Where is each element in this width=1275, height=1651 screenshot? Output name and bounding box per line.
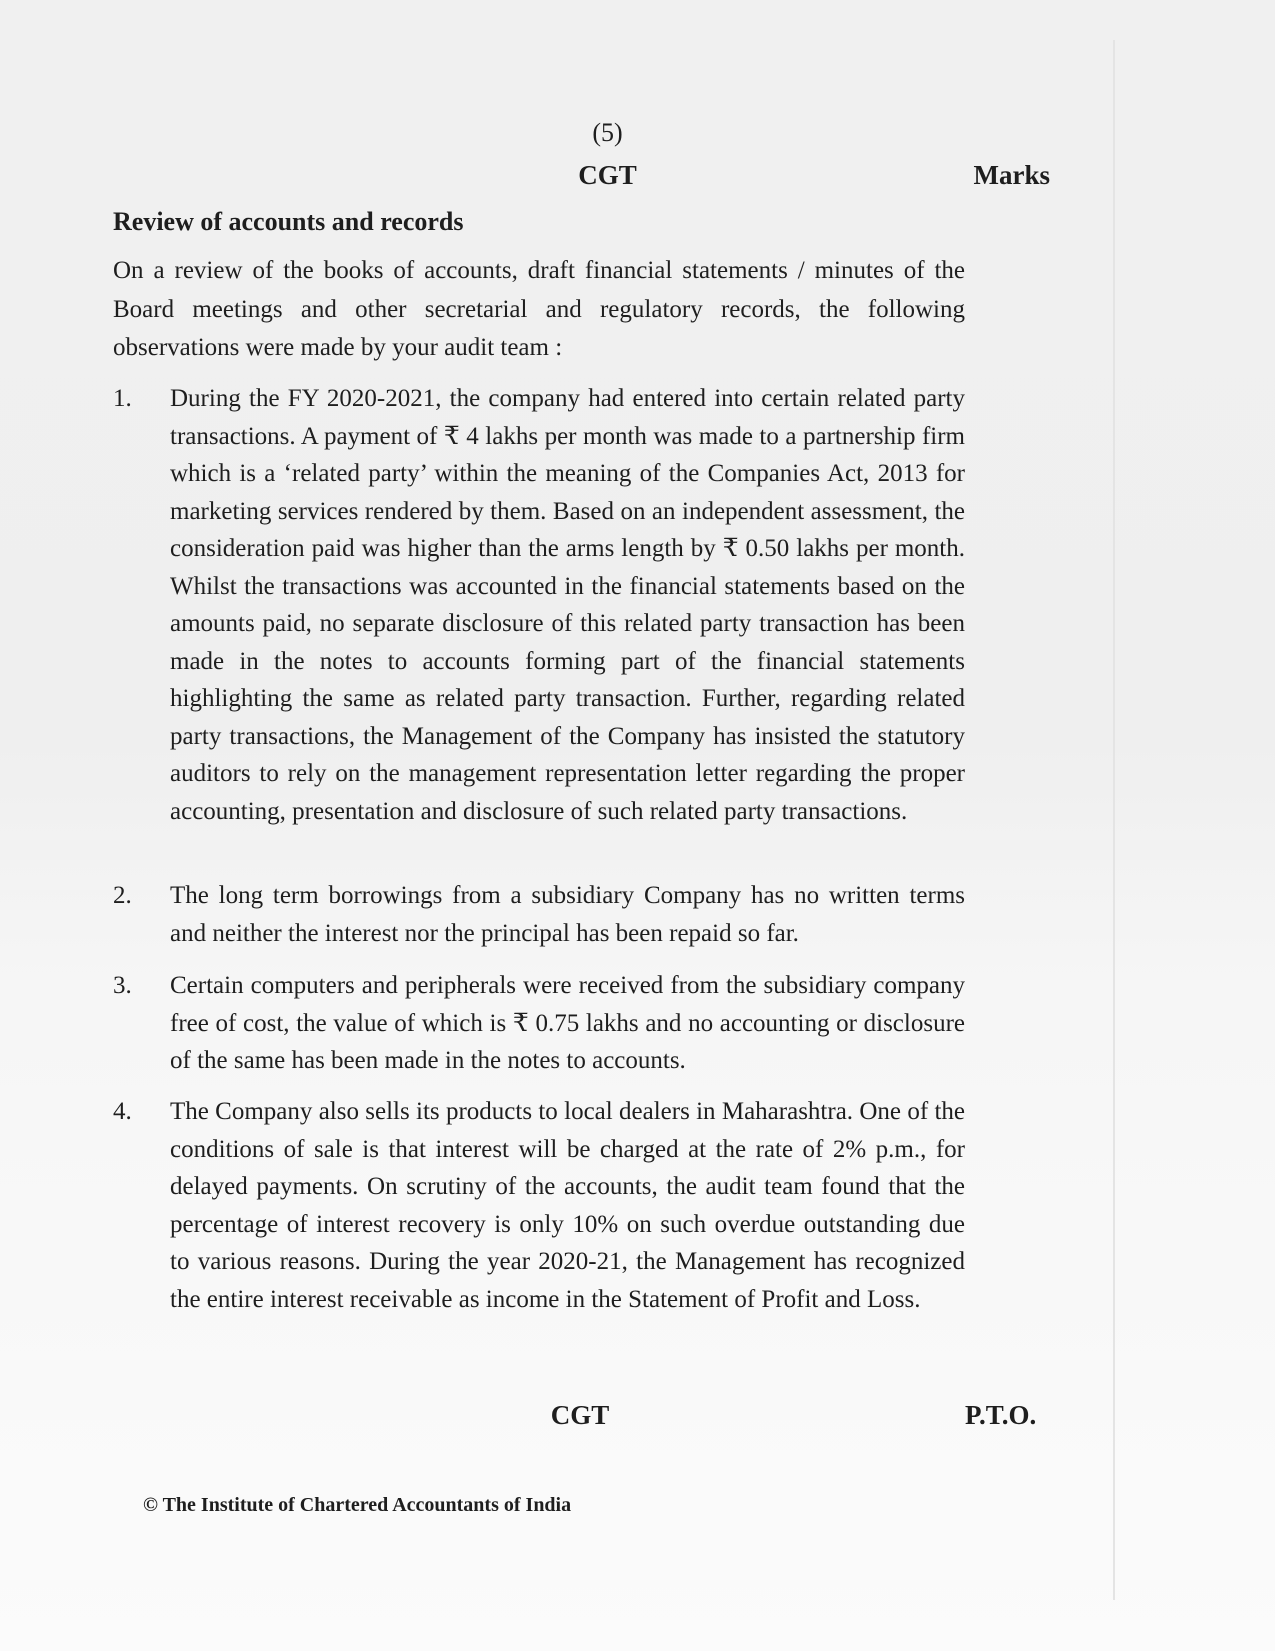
pto-label: P.T.O. bbox=[965, 1400, 1037, 1430]
section-heading: Review of accounts and records bbox=[113, 207, 464, 236]
intro-paragraph: On a review of the books of accounts, draft financial statements / minutes of the Board meetings and other secretarial and regulatory records, the following observations were made by your audit team : bbox=[113, 257, 965, 361]
observation-item-1 bbox=[113, 380, 965, 830]
page-number: (5) bbox=[592, 118, 623, 147]
item-number: 4. bbox=[113, 1098, 132, 1125]
series-code-top: CGT bbox=[578, 160, 637, 190]
item-number: 1. bbox=[113, 385, 132, 412]
scan-edge-line bbox=[1113, 40, 1115, 1600]
item-text: During the FY 2020-2021, the company had entered into certain related party transactions. A payment of ₹ 4 lakhs per month was made to a partnership firm which is a ‘related party’ within the meaning of the Companies Act, 2013 for marketing services rendered by them. Based on an independent assessment, the consideration paid was higher than the arms length by ₹ 0.50 lakhs per month. Whilst the transactions was accounted in the financial statements based on the amounts paid, no separate disclosure of this related party transaction has been made in the notes to accounts forming part of the financial statements highlighting the same as related party transaction. Further, regarding related party transactions, the Management of the Company has insisted the statutory auditors to rely on the management representation letter regarding the proper accounting, presentation and disclosure of such related party transactions. bbox=[170, 385, 965, 825]
observation-item-4 bbox=[113, 1093, 965, 1318]
item-text: The long term borrowings from a subsidiary Company has no written terms and neither the interest nor the principal has been repaid so far. bbox=[170, 882, 965, 947]
item-text: The Company also sells its products to local dealers in Maharashtra. One of the conditions of sale is that interest will be charged at the rate of 2% p.m., for delayed payments. On scrutiny of the accounts, the audit team found that the percentage of interest recovery is only 10% on such overdue outstanding due to various reasons. During the year 2020-21, the Management has recognized the entire interest receivable as income in the Statement of Profit and Loss. bbox=[170, 1098, 965, 1313]
item-number: 2. bbox=[113, 882, 132, 909]
observation-item-2 bbox=[113, 877, 965, 952]
marks-label: Marks bbox=[973, 160, 1050, 190]
item-text: Certain computers and peripherals were received from the subsidiary company free of cost, the value of which is ₹ 0.75 lakhs and no accounting or disclosure of the same has been made in the notes to accounts. bbox=[170, 972, 965, 1074]
copyright-footer: © The Institute of Chartered Accountants of India bbox=[143, 1494, 572, 1516]
series-code-bottom: CGT bbox=[550, 1400, 610, 1430]
observation-item-3 bbox=[113, 967, 965, 1080]
item-number: 3. bbox=[113, 972, 132, 999]
